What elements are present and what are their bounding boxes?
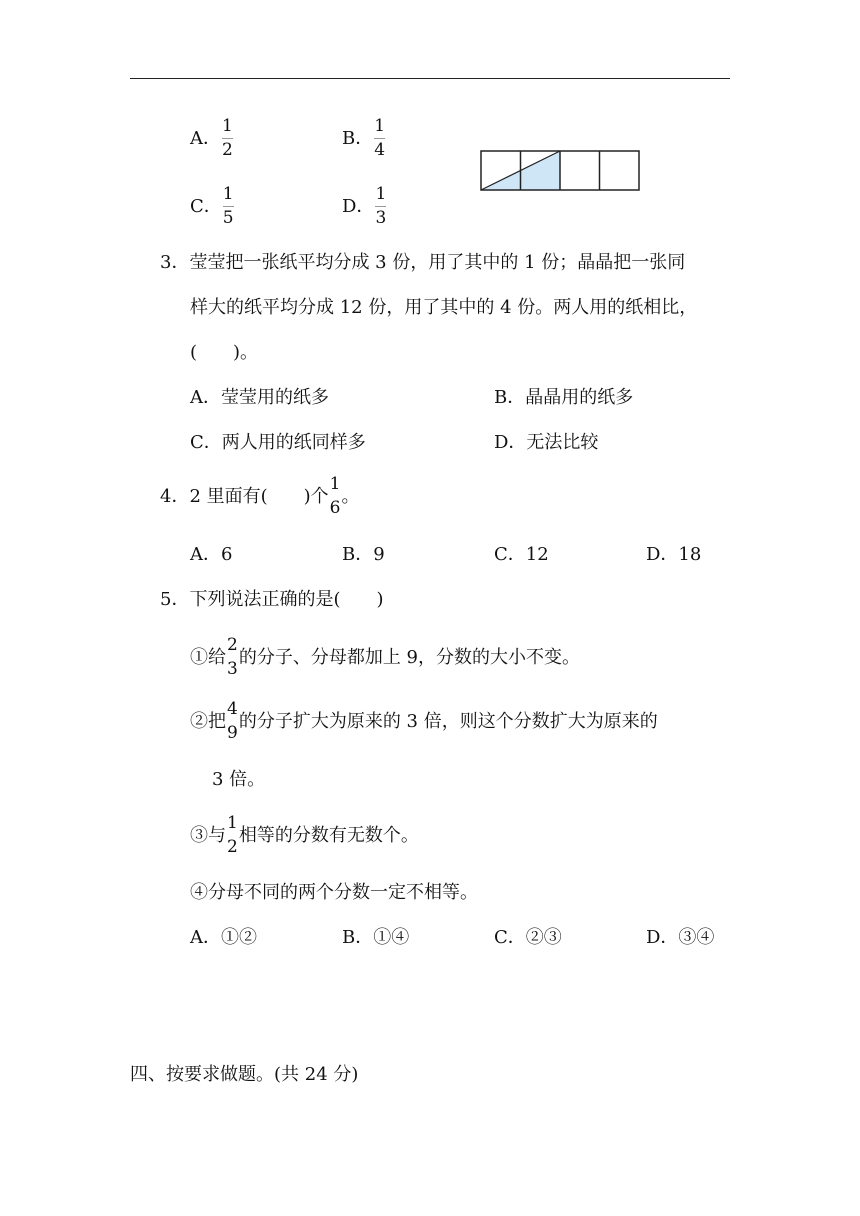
fraction: $\frac{1}{3}$ [375, 184, 387, 228]
q2-option-d[interactable] [342, 186, 387, 227]
header-rule [130, 78, 730, 79]
fraction: 1 2 [227, 813, 238, 857]
fraction: $\frac{1}{2}$ [222, 116, 233, 160]
option-label: C． [190, 195, 222, 217]
fraction-figure [480, 150, 642, 192]
q4-option-c[interactable]: C．12 [494, 544, 549, 565]
section-4-title: 四、按要求做题。(共 24 分) [130, 1064, 359, 1085]
q3-line-1: 3．莹莹把一张纸平均分成 3 份，用了其中的 1 份；晶晶把一张同 [160, 252, 686, 273]
q5-option-b[interactable]: B．①④ [342, 927, 410, 948]
fraction: $\frac{1}{5}$ [222, 184, 234, 228]
q2-option-a[interactable] [190, 118, 234, 159]
option-label: A． [190, 127, 221, 149]
q5-option-a[interactable]: A．①② [190, 927, 257, 948]
q5-statement-2-continued: 3 倍。 [212, 769, 266, 790]
q2-option-b[interactable] [342, 118, 386, 159]
q4-option-a[interactable]: A．6 [190, 544, 233, 565]
q5-option-d[interactable]: D．③④ [646, 927, 715, 948]
q5-statement-4: ④分母不同的两个分数一定不相等。 [190, 882, 478, 903]
q5-stem: 5．下列说法正确的是( ) [160, 589, 384, 610]
q3-option-a[interactable]: A．莹莹用的纸多 [190, 387, 329, 408]
q3-line-3: ( )。 [190, 342, 259, 363]
q2-option-c[interactable] [190, 186, 235, 227]
q3-line-2: 样大的纸平均分成 12 份，用了其中的 4 份。两人用的纸相比， [190, 297, 698, 318]
q4-option-d[interactable]: D．18 [646, 544, 702, 565]
fraction: 1 6 [329, 474, 341, 518]
q3-option-d[interactable]: D．无法比较 [494, 432, 599, 453]
option-label: B． [342, 127, 374, 149]
fraction: 2 3 [227, 635, 238, 679]
q3-option-c[interactable]: C．两人用的纸同样多 [190, 432, 366, 453]
q4-option-b[interactable]: B．9 [342, 544, 385, 565]
q5-statement-2: ②把 4 9 的分子扩大为原来的 3 倍，则这个分数扩大为原来的 [190, 699, 658, 743]
q3-option-b[interactable]: B．晶晶用的纸多 [494, 387, 634, 408]
fraction: $\frac{1}{4}$ [374, 116, 386, 160]
q5-statement-1: ①给 2 3 的分子、分母都加上 9，分数的大小不变。 [190, 635, 581, 679]
option-label: D． [342, 195, 375, 217]
q5-statement-3: ③与 1 2 相等的分数有无数个。 [190, 813, 419, 857]
q5-option-c[interactable]: C．②③ [494, 927, 562, 948]
q4-stem: 4．2 里面有( )个 1 6 。 [160, 474, 360, 518]
fraction: 4 9 [227, 699, 238, 743]
